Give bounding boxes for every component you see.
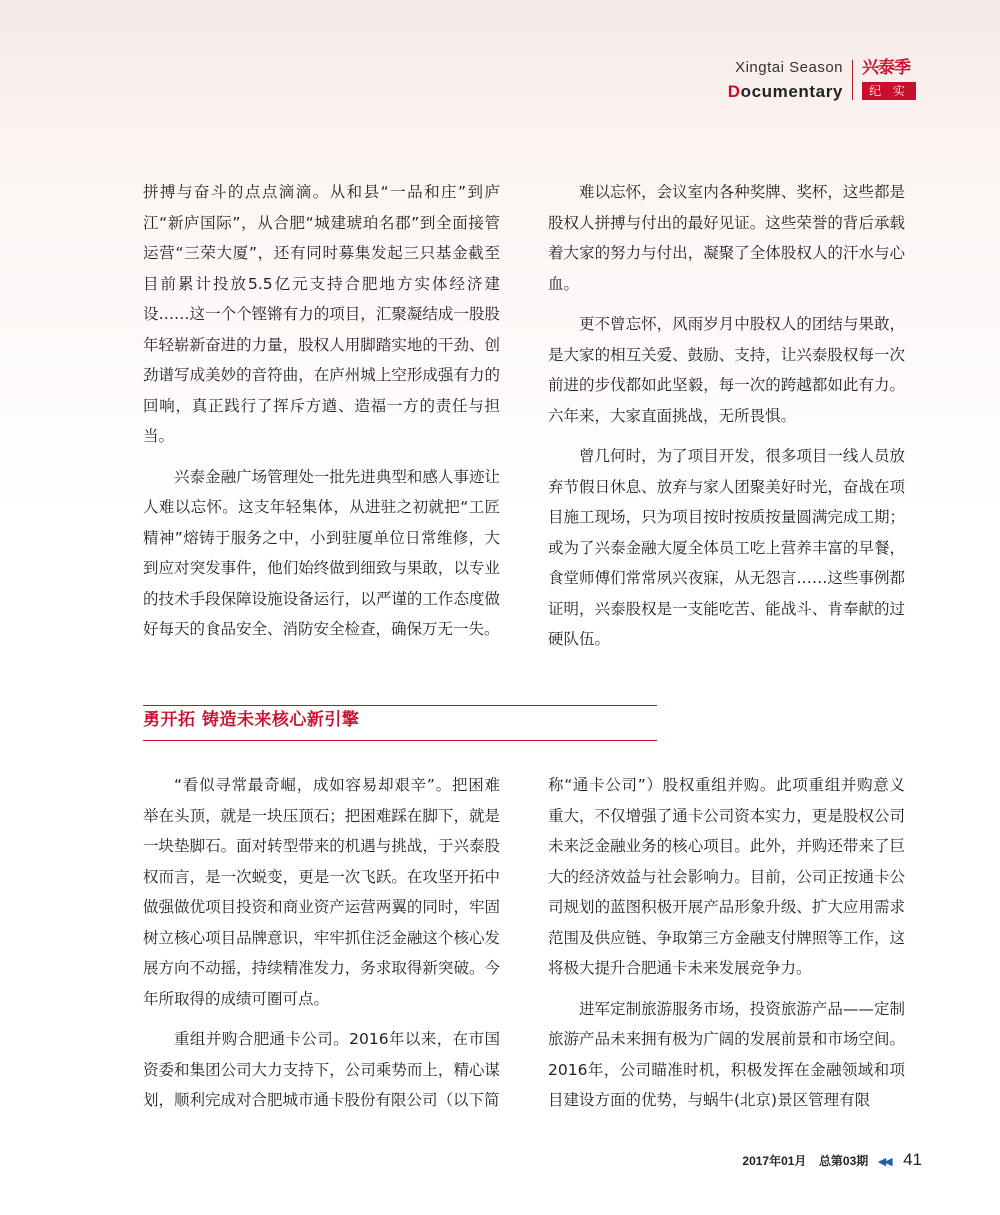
- paragraph: 更不曾忘怀，风雨岁月中股权人的团结与果敢，是大家的相互关爱、鼓励、支持，让兴泰股权每一次前进的步伐都如此坚毅，每一次的跨越都如此有力。六年来，大家直面挑战，无所畏惧。: [548, 315, 905, 425]
- article-column-top-left: [143, 177, 500, 645]
- paragraph: 称“通卡公司”）股权重组并购。此项重组并购意义重大，不仅增强了通卡公司资本实力，更是股权公司未来泛金融业务的核心项目。此外，并购还带来了巨大的经济效益与社会影响力。目前，公司正按通卡公司规划的蓝图积极开展产品形象升级、扩大应用需求范围及供应链、争取第三方金融支付牌照等工作，这将极大提升合肥通卡未来发展竞争力。: [548, 776, 905, 977]
- section-label-initial: D: [727, 82, 741, 101]
- paragraph: 难以忘怀，会议室内各种奖牌、奖杯，这些都是股权人拼搏与付出的最好见证。这些荣誉的背后承载着大家的努力与付出，凝聚了全体股权人的汗水与心血。: [548, 183, 905, 293]
- article-column-bottom-right: [548, 770, 905, 1116]
- paragraph: 曾几何时，为了项目开发，很多项目一线人员放弃节假日休息、放弃与家人团聚美好时光，奋战在项目施工现场，只为项目按时按质按量圆满完成工期；或为了兴泰金融大厦全体员工吃上营养丰富的早餐，食堂师傅们常常夙兴夜寐，从无怨言……这些事例都证明，兴泰股权是一支能吃苦、能战斗、肯奉献的过硬队伍。: [548, 447, 905, 648]
- masthead: [728, 58, 843, 104]
- magazine-logo: [862, 58, 920, 100]
- page-footer: [742, 1150, 922, 1170]
- section-label-rest: ocumentary: [740, 82, 843, 101]
- article-column-bottom-left: [143, 770, 500, 1116]
- section-rule-bottom: [143, 740, 657, 741]
- paragraph: 进军定制旅游服务市场，投资旅游产品——定制旅游产品未来拥有极为广阔的发展前景和市场空间。2016年，公司瞄准时机，积极发挥在金融领域和项目建设方面的优势，与蜗牛(北京)景区管理有限: [548, 999, 905, 1109]
- issue-number: 总第03期: [818, 1154, 869, 1168]
- issue-date: 2017年01月: [742, 1154, 807, 1168]
- header-divider: [852, 60, 853, 100]
- section-rule-top: [143, 705, 657, 706]
- paragraph: 重组并购合肥通卡公司。2016年以来，在市国资委和集团公司大力支持下，公司乘势而上，精心谋划，顺利完成对合肥城市通卡股份有限公司（以下简: [143, 1030, 500, 1109]
- logo-badge: 纪 实: [862, 82, 916, 100]
- paragraph: 兴泰金融广场管理处一批先进典型和感人事迹让人难以忘怀。这支年轻集体，从进驻之初就把“工匠精神”熔铸于服务之中，小到驻厦单位日常维修，大到应对突发事件，他们始终做到细致与果敢，以专业的技术手段保障设施设备运行，以严谨的工作态度做好每天的食品安全、消防安全检查，确保万无一失。: [143, 467, 500, 638]
- paragraph: “看似寻常最奇崛，成如容易却艰辛”。把困难举在头顶，就是一块压顶石；把困难踩在脚下，就是一块垫脚石。面对转型带来的机遇与挑战，于兴泰股权而言，是一次蜕变，更是一次飞跃。在攻坚开拓中做强做优项目投资和商业资产运营两翼的同时，牢固树立核心项目品牌意识，牢牢抓住泛金融这个核心发展方向不动摇，持续精准发力，务求取得新突破。今年所取得的成绩可圈可点。: [143, 776, 500, 1008]
- page-number: 41: [903, 1150, 922, 1169]
- double-arrow-left-icon: ◀◀: [877, 1156, 891, 1168]
- paragraph: 拼搏与奋斗的点点滴滴。从和县“一品和庄”到庐江“新庐国际”，从合肥“城建琥珀名郡”到全面接管运营“三荣大厦”，还有同时募集发起三只基金截至目前累计投放5.5亿元支持合肥地方实体经济建设……这一个个铿锵有力的项目，汇聚凝结成一股股年轻崭新奋进的力量，股权人用脚踏实地的干劲、创劲谱写成美妙的音符曲，在庐州城上空形成强有力的回响，真正践行了挥斥方遒、造福一方的责任与担当。: [143, 183, 500, 445]
- article-column-top-right: [548, 177, 905, 655]
- series-name: Xingtai Season: [735, 59, 843, 76]
- logo-wordmark: 兴泰季: [862, 58, 910, 78]
- section-heading: 勇开拓 铸造未来核心新引擎: [143, 710, 360, 730]
- section-label: [728, 80, 843, 104]
